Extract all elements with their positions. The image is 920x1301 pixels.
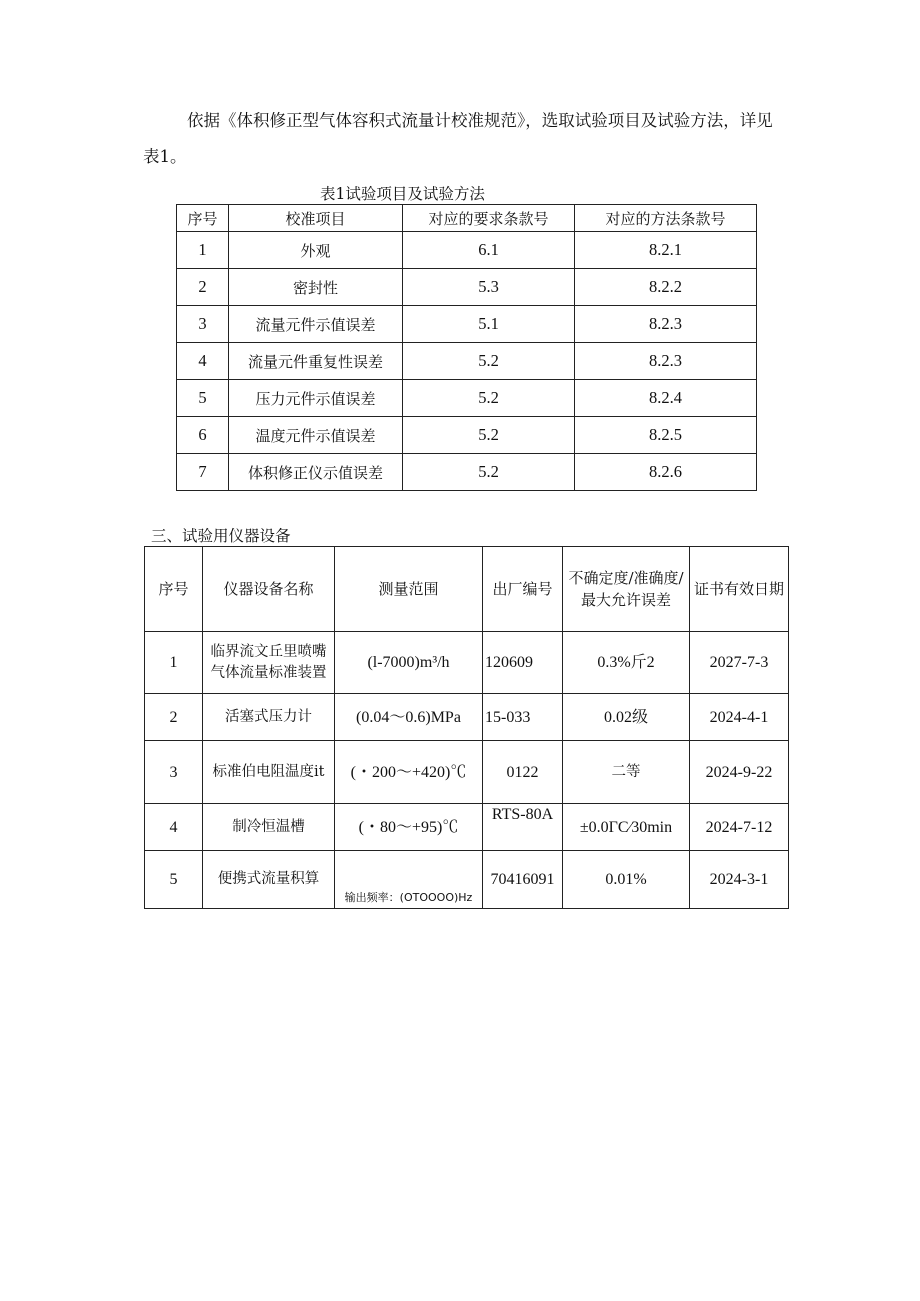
- table-row: [145, 804, 789, 851]
- table-cell: 1: [177, 232, 229, 269]
- table-cell: 120609: [483, 632, 563, 694]
- table-row: [177, 380, 757, 417]
- table-cell: 5.2: [403, 343, 575, 380]
- test-items-table: [176, 204, 757, 491]
- table-cell: 2024-7-12: [690, 804, 789, 851]
- table-cell: 6.1: [403, 232, 575, 269]
- table-row: [145, 632, 789, 694]
- table-cell: 流量元件重复性误差: [229, 343, 403, 380]
- table1-caption: 表1试验项目及试验方法: [320, 185, 485, 203]
- header-cell: 证书有效日期: [690, 547, 789, 632]
- header-cell: 校准项目: [229, 205, 403, 232]
- header-cell: 序号: [145, 547, 203, 632]
- table-row: [177, 417, 757, 454]
- table-cell: (・80～+95)℃: [335, 804, 483, 851]
- table-row: [145, 851, 789, 909]
- table-cell: 输出频率：(OTOOOO)Hz: [335, 851, 483, 909]
- table-cell: 5.3: [403, 269, 575, 306]
- table-cell: 8.2.2: [575, 269, 757, 306]
- table-cell: 二等: [563, 741, 690, 804]
- table-cell: 标准伯电阻温度it: [203, 741, 335, 804]
- table-cell: 2024-9-22: [690, 741, 789, 804]
- table-cell: 8.2.1: [575, 232, 757, 269]
- table-cell: 5: [177, 380, 229, 417]
- intro-paragraph: 依据《体积修正型气体容积式流量计校准规范》，选取试验项目及试验方法，详见表1。: [143, 111, 773, 166]
- table-cell: 8.2.3: [575, 343, 757, 380]
- table-header-row: [177, 205, 757, 232]
- table-row: [177, 306, 757, 343]
- table-cell: 5.2: [403, 454, 575, 491]
- table-cell: 5.2: [403, 380, 575, 417]
- table-cell: 3: [145, 741, 203, 804]
- table-cell: 4: [145, 804, 203, 851]
- table-cell: 0.02级: [563, 694, 690, 741]
- table-cell: 0122: [483, 741, 563, 804]
- table-cell: 8.2.3: [575, 306, 757, 343]
- table-cell: 2024-4-1: [690, 694, 789, 741]
- header-cell: 不确定度/准确度/最大允许误差: [563, 547, 690, 632]
- table-cell: 6: [177, 417, 229, 454]
- table-cell: (0.04～0.6)MPa: [335, 694, 483, 741]
- table-cell: 活塞式压力计: [203, 694, 335, 741]
- table-row: [177, 343, 757, 380]
- table-row: [177, 232, 757, 269]
- table-row: [177, 454, 757, 491]
- instruments-table: [144, 546, 789, 909]
- table-cell: 密封性: [229, 269, 403, 306]
- table-cell: 0.3%斤2: [563, 632, 690, 694]
- table-cell: 流量元件示值误差: [229, 306, 403, 343]
- table-cell: (・200～+420)℃: [335, 741, 483, 804]
- table-cell: 4: [177, 343, 229, 380]
- header-cell: 测量范围: [335, 547, 483, 632]
- table-header-row: [145, 547, 789, 632]
- header-cell: 对应的要求条款号: [403, 205, 575, 232]
- table-cell: 15-033: [483, 694, 563, 741]
- table-cell: (l-7000)m³/h: [335, 632, 483, 694]
- section-title: 三、试验用仪器设备: [151, 527, 291, 545]
- table-cell: 便携式流量积算: [203, 851, 335, 909]
- table-cell: 体积修正仪示值误差: [229, 454, 403, 491]
- table-cell: RTS-80A: [483, 804, 563, 851]
- table-cell: 3: [177, 306, 229, 343]
- table-cell: 5.1: [403, 306, 575, 343]
- table-cell: 0.01%: [563, 851, 690, 909]
- table-cell: 临界流文丘里喷嘴气体流量标准装置: [203, 632, 335, 694]
- table-cell: 8.2.5: [575, 417, 757, 454]
- table-cell: 2: [145, 694, 203, 741]
- table-cell: 8.2.6: [575, 454, 757, 491]
- table-row: [145, 741, 789, 804]
- table-cell: 7: [177, 454, 229, 491]
- table-cell: 1: [145, 632, 203, 694]
- header-cell: 对应的方法条款号: [575, 205, 757, 232]
- table-cell: 2027-7-3: [690, 632, 789, 694]
- header-cell: 仪器设备名称: [203, 547, 335, 632]
- header-cell: 序号: [177, 205, 229, 232]
- table-cell: 2024-3-1: [690, 851, 789, 909]
- table-cell: 5: [145, 851, 203, 909]
- table-cell: 5.2: [403, 417, 575, 454]
- table-row: [145, 694, 789, 741]
- table-cell: 压力元件示值误差: [229, 380, 403, 417]
- table-cell: 8.2.4: [575, 380, 757, 417]
- table-row: [177, 269, 757, 306]
- table-cell: 70416091: [483, 851, 563, 909]
- table-cell: 制冷恒温槽: [203, 804, 335, 851]
- table-cell: 温度元件示值误差: [229, 417, 403, 454]
- table-cell: 外观: [229, 232, 403, 269]
- table-cell: 2: [177, 269, 229, 306]
- table-cell: ±0.0ΓC∕30min: [563, 804, 690, 851]
- header-cell: 出厂编号: [483, 547, 563, 632]
